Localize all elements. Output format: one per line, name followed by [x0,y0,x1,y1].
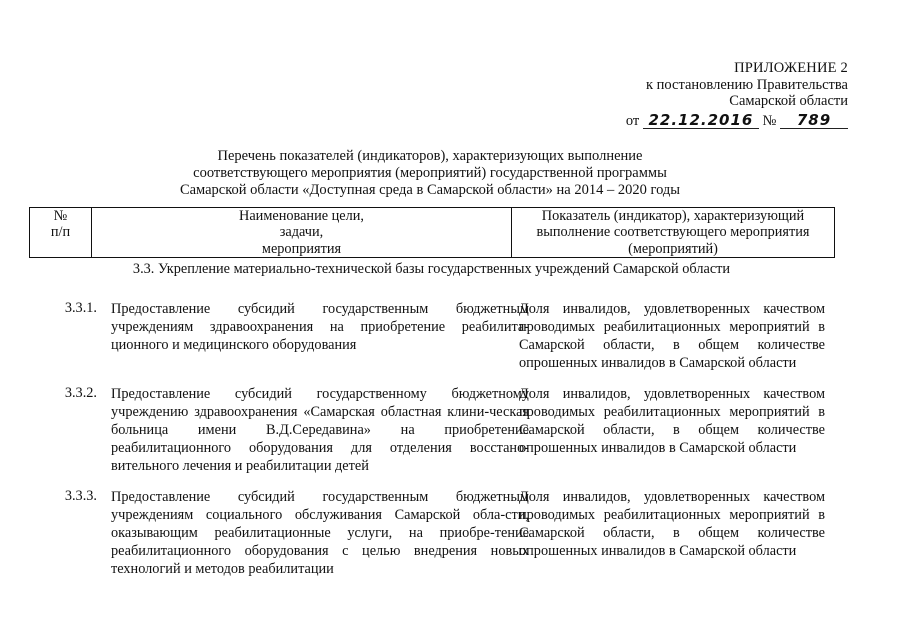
header-name-line-1: Наименование цели, [239,208,364,224]
row-indicator: Доля инвалидов, удовлетворенных качеством проводимых реабилитационных мероприятий в Самарской области, в общем количестве опрошенных инвалидов в Самарской области [519,301,825,371]
header-cell-name [92,208,512,258]
row-indicator: Доля инвалидов, удовлетворенных качеством проводимых реабилитационных мероприятий в Самарской области, в общем количестве опрошенных инвалидов в Самарской области [519,489,825,559]
header-cell-indicator [512,208,835,258]
header-indicator-line-2: выполнение соответствующего мероприятия [536,224,810,241]
document-title [150,148,710,199]
row-goal: Предоставление субсидий государственным бюджетным учреждениям социального обслуживания Самарской обла-сти, оказывающим реабилитационные услуги, на приобре-тение реабилитационного оборудования с целью внедрения новых технологий и методов реабилитации [111,489,529,577]
row-number: 3.3.2. [64,385,97,401]
row-goal: Предоставление субсидий государственному бюджетному учреждению здравоохранения «Самарская областная клини-ческая больница имени В.Д.Середавина» на приобретение реабилитационного оборудования для отделения восстано-вительного лечения и реабилитации детей [111,386,529,474]
row-number: 3.3.1. [64,300,97,316]
appendix-block [626,60,848,129]
document-title-line-2: соответствующего мероприятия (мероприятий) государственной программы [193,165,667,181]
decree-number: 789 [780,112,848,130]
document-title-line-3: Самарской области «Доступная среда в Самарской области» на 2014 – 2020 годы [179,182,681,198]
row-goal: Предоставление субсидий государственным бюджетным учреждениям здравоохранения на приобретение реабилита-ционного и медицинского оборудования [111,301,529,353]
row-indicator: Доля инвалидов, удовлетворенных качеством проводимых реабилитационных мероприятий в Самарской области, в общем количестве опрошенных инвалидов в Самарской области [519,386,825,456]
indicator-table-header [29,207,835,258]
header-number-sign: № [53,208,68,224]
row-number: 3.3.3. [64,488,97,504]
header-indicator-line-3: (мероприятий) [628,240,718,257]
decree-date: 22.12.2016 [643,112,759,130]
header-number-abbr: п/п [50,224,71,241]
header-name-line-2: задачи, [279,224,324,241]
appendix-title: ПРИЛОЖЕНИЕ 2 [734,60,848,76]
appendix-decree-line: к постановлению Правительства [646,76,848,93]
from-label: от [625,112,640,129]
header-name-line-3: мероприятия [261,240,342,257]
document-title-line-1: Перечень показателей (индикаторов), характеризующих выполнение [217,148,643,164]
header-indicator-line-1: Показатель (индикатор), характеризующий [541,208,805,224]
section-title: 3.3. Укрепление материально-технической базы государственных учреждений Самарской области [132,261,731,277]
header-cell-number [30,208,92,258]
number-label: № [762,112,777,129]
table-header-row [30,208,835,258]
appendix-region-line: Самарской области [729,93,848,109]
appendix-date-line [626,112,848,130]
